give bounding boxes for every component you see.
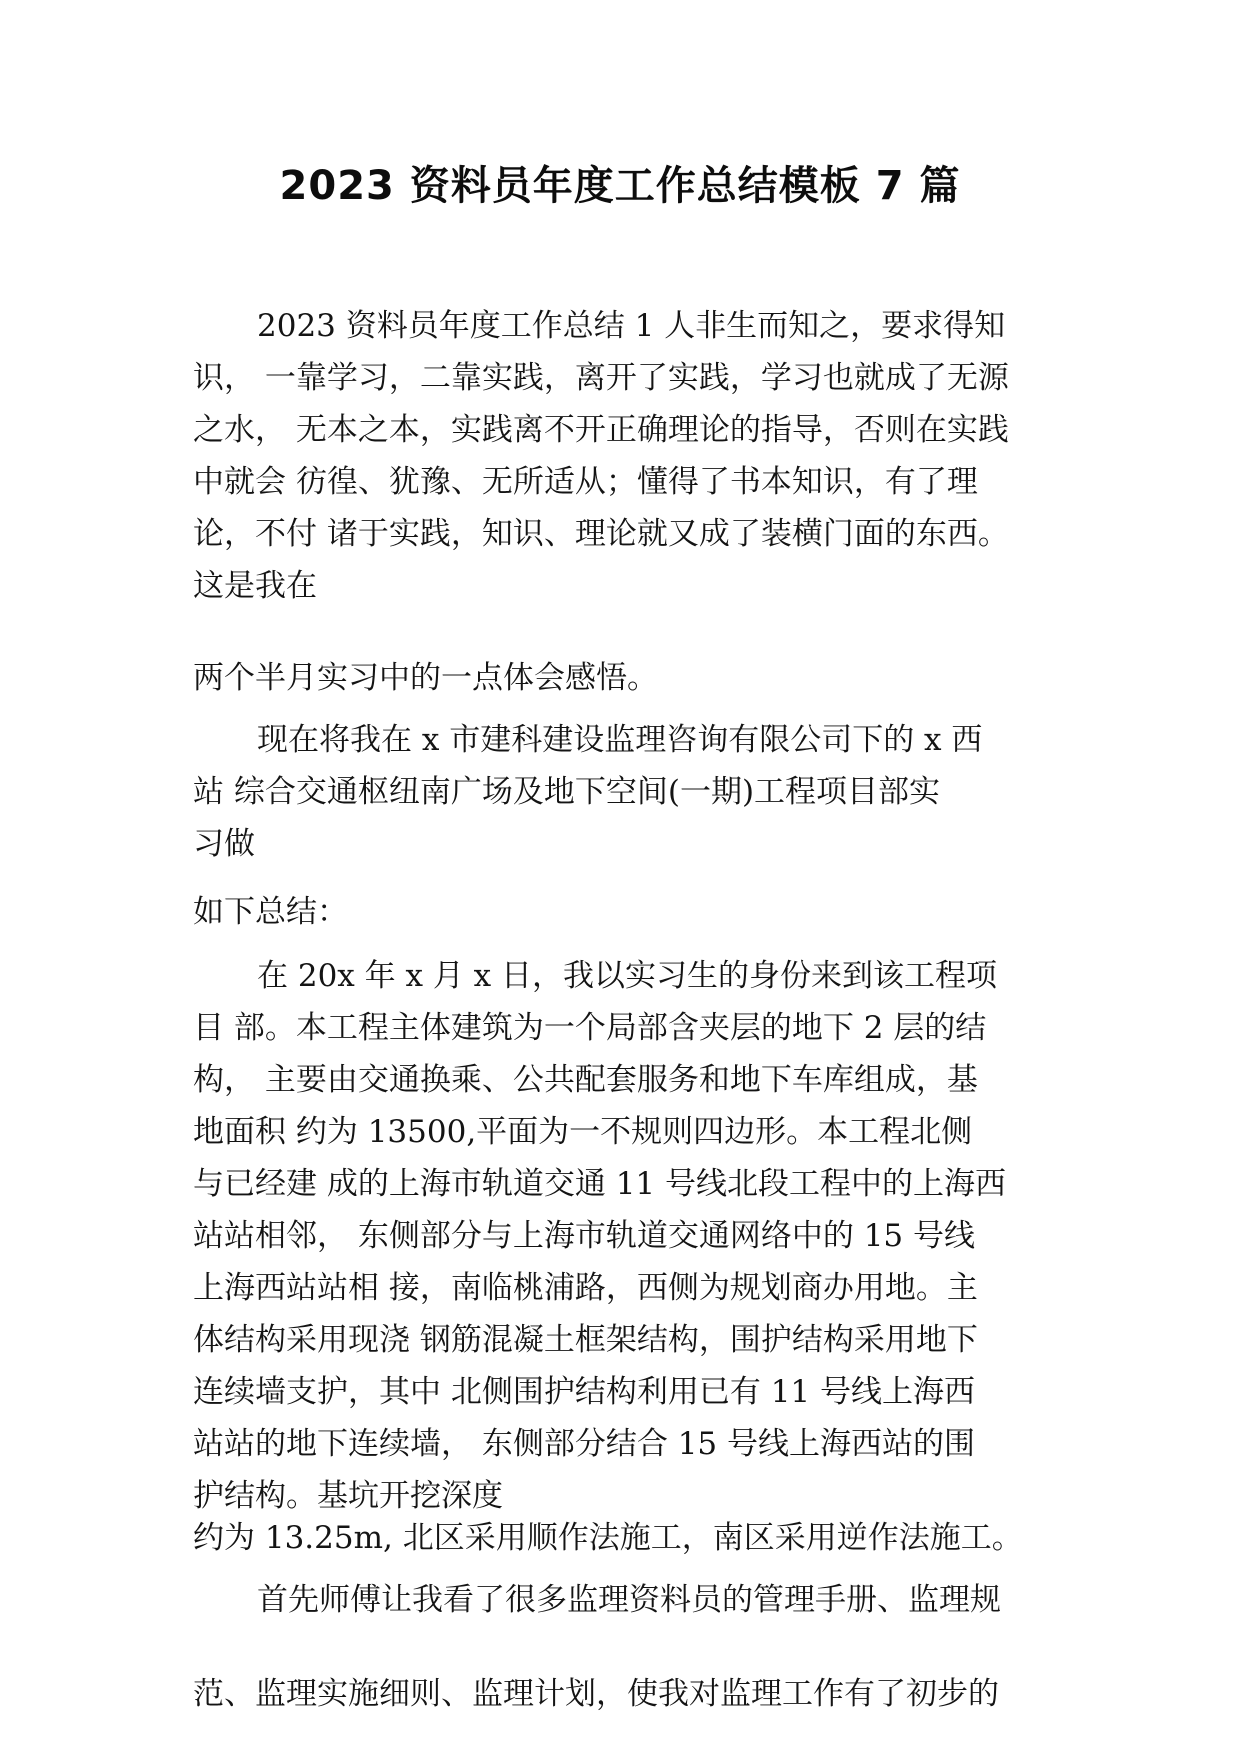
text-line: 站 综合交通枢纽南广场及地下空间(一期)工程项目部实 (193, 774, 941, 810)
text-line: 在 20x 年 x 月 x 日，我以实习生的身份来到该工程项 (257, 958, 998, 994)
text-line: 与已经建 成的上海市轨道交通 11 号线北段工程中的上海西 (193, 1166, 1007, 1202)
text-line: 构， 主要由交通换乘、公共配套服务和地下车库组成，基 (193, 1062, 978, 1098)
paragraph-learning (193, 1574, 1073, 1626)
text-line: 如下总结： (193, 894, 348, 930)
paragraph-project (193, 714, 1073, 870)
text-line: 护结构。基坑开挖深度 (193, 1478, 503, 1514)
text-line: 论，不付 诸于实践，知识、理论就又成了装横门面的东西。 (193, 516, 1009, 552)
text-line: 中就会 彷徨、犹豫、无所适从；懂得了书本知识，有了理 (193, 464, 978, 500)
text-line: 体结构采用现浇 钢筋混凝土框架结构，围护结构采用地下 (193, 1322, 978, 1358)
text-line: 首先师傅让我看了很多监理资料员的管理手册、监理规 (257, 1582, 1001, 1618)
text-line: 识， 一靠学习，二靠实践，离开了实践，学习也就成了无源 (193, 360, 1009, 396)
paragraph-learning-cont (193, 1668, 1073, 1720)
paragraph-summary-lead (193, 886, 1073, 938)
paragraph-reflection (193, 652, 1073, 704)
text-line: 现在将我在 x 市建科建设监理咨询有限公司下的 x 西 (257, 722, 983, 758)
text-line: 习做 (193, 826, 255, 862)
text-line: 上海西站站相 接，南临桃浦路，西侧为规划商办用地。主 (193, 1270, 978, 1306)
text-line: 地面积 约为 13500,平面为一不规则四边形。本工程北侧 (193, 1114, 973, 1150)
text-line: 目 部。本工程主体建筑为一个局部含夹层的地下 2 层的结 (193, 1010, 987, 1046)
text-line: 连续墙支护，其中 北侧围护结构利用已有 11 号线上海西 (193, 1374, 976, 1410)
paragraph-project-details (193, 950, 1073, 1522)
text-line: 站站相邻， 东侧部分与上海市轨道交通网络中的 15 号线 (193, 1218, 976, 1254)
text-line: 范、监理实施细则、监理计划，使我对监理工作有了初步的 (193, 1676, 999, 1712)
text-line: 2023 资料员年度工作总结 1 人非生而知之，要求得知 (257, 308, 1006, 344)
paragraph-excavation (193, 1512, 1073, 1564)
text-line: 站站的地下连续墙， 东侧部分结合 15 号线上海西站的围 (193, 1426, 976, 1462)
document-title: 2023 资料员年度工作总结模板 7 篇 (279, 163, 961, 209)
text-line: 这是我在 (193, 568, 317, 604)
text-line: 约为 13.25m, 北区采用顺作法施工，南区采用逆作法施工。 (193, 1520, 1023, 1556)
text-line: 两个半月实习中的一点体会感悟。 (193, 660, 658, 696)
text-line: 之水， 无本之本，实践离不开正确理论的指导，否则在实践 (193, 412, 1009, 448)
paragraph-intro (193, 300, 1073, 612)
